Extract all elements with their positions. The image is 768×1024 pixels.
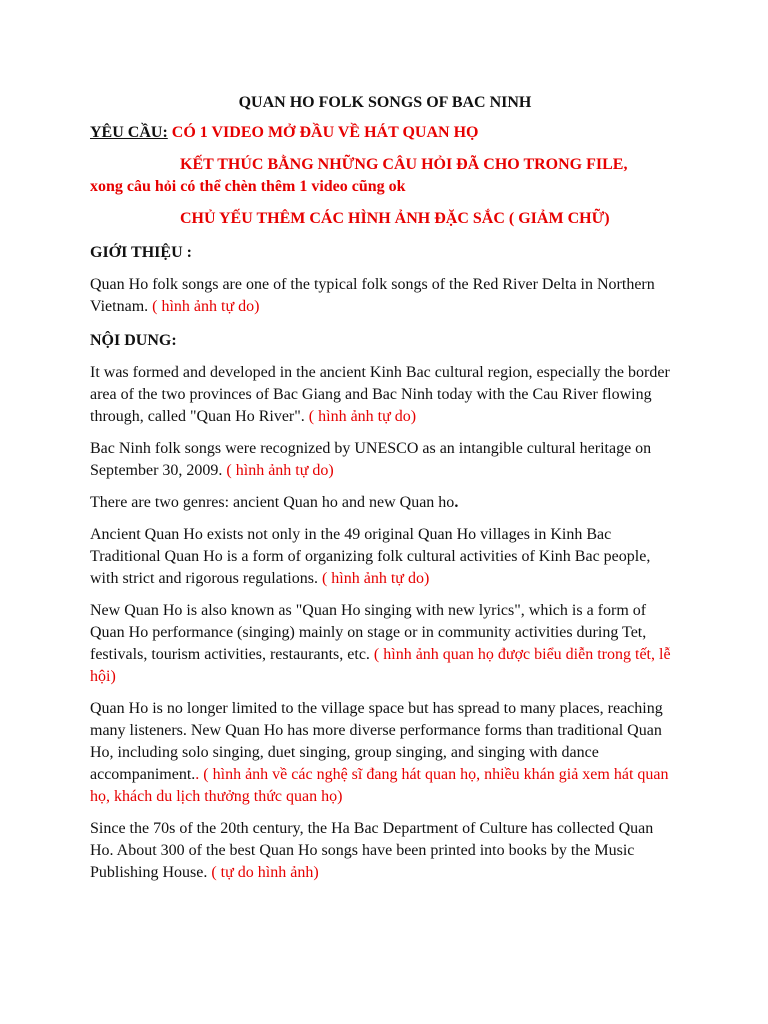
paragraph-text: Quan Ho is no longer limited to the village space but has spread to many places, reaching many listeners. New Quan Ho has more diverse performance forms than traditional Quan Ho, including solo singing, duet singing, group singing, and singing with dance accompaniment. bbox=[90, 700, 663, 783]
image-note: ( hình ảnh tự do) bbox=[304, 408, 417, 425]
paragraph-text: Ancient Quan Ho exists not only in the 49 original Quan Ho villages in Kinh Bac Traditional Quan Ho is a form of organizing folk cultural activities of Kinh Bac people, with strict and rigorous regulations. bbox=[90, 526, 651, 587]
paragraph-text: There are two genres: ancient Quan ho and new Quan ho bbox=[90, 494, 455, 511]
content-paragraph-7 bbox=[90, 818, 680, 884]
paragraph-text: New Quan Ho is also known as "Quan Ho singing with new lyrics", which is a form of Quan Ho performance (singing) mainly on stage or in community activities during Tet, festivals, tourism activities, restaurants, etc. bbox=[90, 602, 647, 663]
image-note: ( tự do hình ảnh) bbox=[207, 864, 319, 881]
paragraph-text: It was formed and developed in the ancient Kinh Bac cultural region, especially the border area of the two provinces of Bac Giang and Bac Ninh today with the Cau River flowing through, called "Quan Ho River". bbox=[90, 364, 670, 425]
content-paragraph-6 bbox=[90, 698, 680, 808]
requirements-label: YÊU CẦU: bbox=[90, 124, 168, 141]
content-paragraph-2 bbox=[90, 438, 680, 482]
content-paragraph-3 bbox=[90, 492, 680, 514]
requirement-end-questions: KẾT THÚC BẰNG NHỮNG CÂU HỎI ĐÃ CHO TRONG FILE, bbox=[180, 156, 628, 173]
content-paragraph-5 bbox=[90, 600, 680, 688]
paragraph-text: Quan Ho folk songs are one of the typical folk songs of the Red River Delta in Northern Vietnam. bbox=[90, 276, 655, 315]
paragraph-text: Bac Ninh folk songs were recognized by UNESCO as an intangible cultural heritage on September 30, 2009. bbox=[90, 440, 652, 479]
bold-period: . bbox=[454, 494, 459, 511]
content-heading: NỘI DUNG: bbox=[90, 332, 177, 349]
requirements-line-1 bbox=[90, 122, 680, 144]
requirement-video-intro: CÓ 1 VIDEO MỞ ĐẦU VỀ HÁT QUAN HỌ bbox=[171, 124, 479, 141]
image-note: ( hình ảnh quan họ được biểu diễn trong tết, lễ hội) bbox=[90, 646, 671, 685]
document-page bbox=[90, 92, 680, 884]
image-note: ( hình ảnh tự do) bbox=[148, 298, 260, 315]
image-note: ( hình ảnh tự do) bbox=[317, 570, 430, 587]
requirement-extra-video: xong câu hỏi có thể chèn thêm 1 video cũng ok bbox=[90, 178, 406, 195]
intro-paragraph bbox=[90, 274, 680, 318]
paragraph-text: Since the 70s of the 20th century, the Ha Bac Department of Culture has collected Quan Ho. About 300 of the best Quan Ho songs have been printed into books by the Music Publishing House. bbox=[90, 820, 654, 881]
content-paragraph-4 bbox=[90, 524, 680, 590]
requirement-images: CHỦ YẾU THÊM CÁC HÌNH ẢNH ĐẶC SẮC ( GIẢM CHỮ) bbox=[180, 210, 610, 227]
image-note: ( hình ảnh tự do) bbox=[226, 462, 334, 479]
image-note: . ( hình ảnh về các nghệ sĩ đang hát quan họ, nhiều khán giả xem hát quan họ, khách du lịch thưởng thức quan họ) bbox=[90, 766, 669, 805]
intro-heading: GIỚI THIỆU : bbox=[90, 244, 192, 261]
content-paragraph-1 bbox=[90, 362, 680, 428]
document-title: QUAN HO FOLK SONGS OF BAC NINH bbox=[238, 94, 532, 111]
